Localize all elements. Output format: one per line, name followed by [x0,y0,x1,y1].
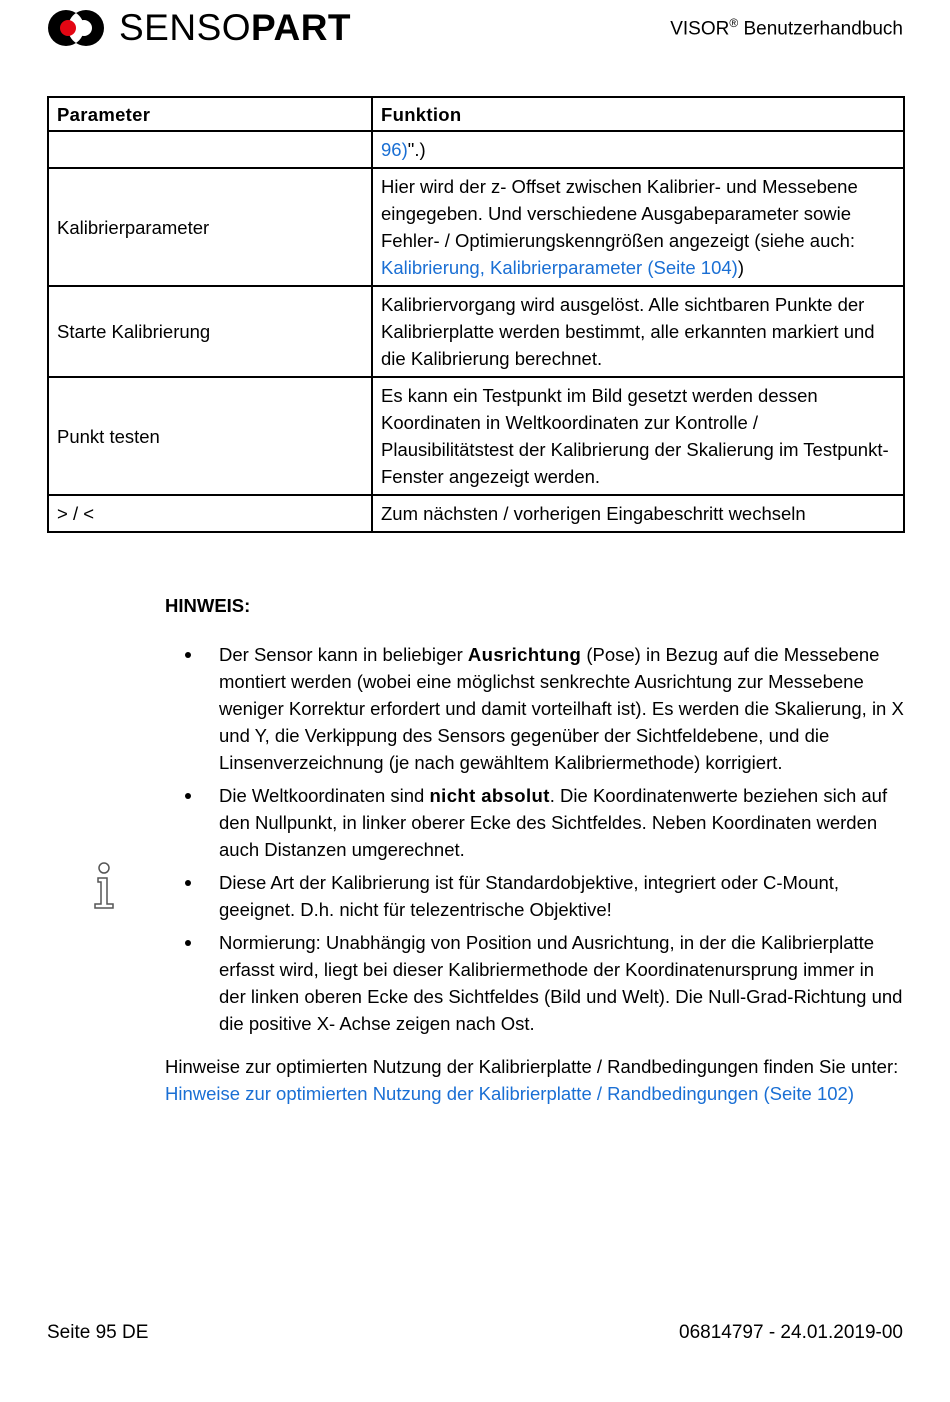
param-cell: > / < [48,495,372,532]
bullet-dot [185,652,191,658]
column-header-parameter: Parameter [48,97,372,131]
bullet-dot [185,940,191,946]
func-text-after: ) [737,257,744,278]
param-cell: Kalibrierparameter [48,168,372,286]
bullet-dot [185,880,191,886]
table-header-row [48,97,904,131]
bullet-text-after: (Pose) in Bezug auf die Messebene montiert werden (wobei eine möglichst senkrechte Ausrichtung zur Messebene weniger Korrektur erfordert und damit vorteilhaft ist). Es werden die Skalierung, in X und Y, die Verkippung des Sensors gegenüber der Sichtfeldebene, und die Linsenverzeichnung (je nach gewähltem Kalibriermethode) korrigiert. [219,644,904,773]
param-cell: Punkt testen [48,377,372,495]
func-cell: Es kann ein Testpunkt im Bild gesetzt werden dessen Koordinaten in Weltkoordinaten zur Kontrolle / Plausibilitätstest der Kalibrierung der Skalierung im Testpunkt- Fenster angezeigt werden. [372,377,904,495]
func-cell [372,131,904,168]
bullet-bold-text: Ausrichtung [467,644,582,665]
bullet-text: Der Sensor kann in beliebiger [219,644,468,665]
logo-text [119,9,351,47]
bullet-text-after: . Die Koordinatenwerte beziehen sich auf den Nullpunkt, in linker oberer Ecke des Sichtfeldes. Neben Koordinaten werden auch Distanzen umgerechnet. [219,785,888,860]
note-footer-text: Hinweise zur optimierten Nutzung der Kalibrierplatte / Randbedingungen finden Sie unter: [165,1056,899,1077]
bullet-bold-text: nicht absolut [429,785,550,806]
page-link[interactable]: 96) [381,139,408,160]
logo-text-light: SENSO [119,7,252,48]
document-number: 06814797 - 24.01.2019-00 [679,1322,903,1343]
list-item [165,869,905,923]
list-item [165,641,905,776]
note-bullet-list [165,641,905,1037]
param-cell: Starte Kalibrierung [48,286,372,377]
info-icon [91,862,117,910]
kalibrierparameter-link[interactable]: Kalibrierung, Kalibrierparameter (Seite 104) [381,257,738,278]
note-heading: HINWEIS: [165,595,251,616]
page-number: Seite 95 DE [47,1322,149,1343]
parameter-table [47,96,905,533]
func-cell: Kalibriervorgang wird ausgelöst. Alle sichtbaren Punkte der Kalibrierplatte werden bestimmt, alle erkannten markiert und die Kalibrierung berechnet. [372,286,904,377]
table-row [48,168,904,286]
document-title [670,16,903,40]
hinweis-note [165,592,905,1126]
column-header-funktion: Funktion [372,97,904,131]
func-text: Hier wird der z- Offset zwischen Kalibrier- und Messebene eingegeben. Und verschiedene Ausgabeparameter sowie Fehler- / Optimierungskenngrößen angezeigt (siehe auch: [381,176,858,251]
bullet-text: Die Weltkoordinaten sind [219,785,430,806]
list-item [165,929,905,1037]
logo-circles-icon [47,9,105,47]
func-cell: Zum nächsten / vorherigen Eingabeschritt wechseln [372,495,904,532]
list-item [165,782,905,863]
sensopart-logo [47,9,351,47]
registered-mark: ® [729,16,739,30]
doc-title-rest: Benutzerhandbuch [738,18,903,40]
table-row [48,286,904,377]
table-row [48,377,904,495]
note-footer [165,1053,905,1107]
bullet-dot [185,793,191,799]
table-row [48,131,904,168]
randbedingungen-link[interactable]: Hinweise zur optimierten Nutzung der Kalibrierplatte / Randbedingungen (Seite 102) [165,1083,855,1104]
bullet-text: Normierung: Unabhängig von Position und Ausrichtung, in der die Kalibrierplatte erfasst wird, liegt bei dieser Kalibriermethode der Koordinatenursprung immer in der linken oberen Ecke des Sichtfeldes (Bild und Welt). Die Null-Grad-Richtung und die positive X- Achse zeigen nach Ost. [219,932,903,1034]
logo-text-bold: PART [251,7,352,48]
table-row [48,495,904,532]
func-text: ".) [407,139,426,160]
func-cell [372,168,904,286]
doc-title-main: VISOR [670,18,730,40]
param-cell [48,131,372,168]
bullet-text: Diese Art der Kalibrierung ist für Standardobjektive, integriert oder C-Mount, geeignet. D.h. nicht für telezentrische Objektive! [219,872,840,920]
